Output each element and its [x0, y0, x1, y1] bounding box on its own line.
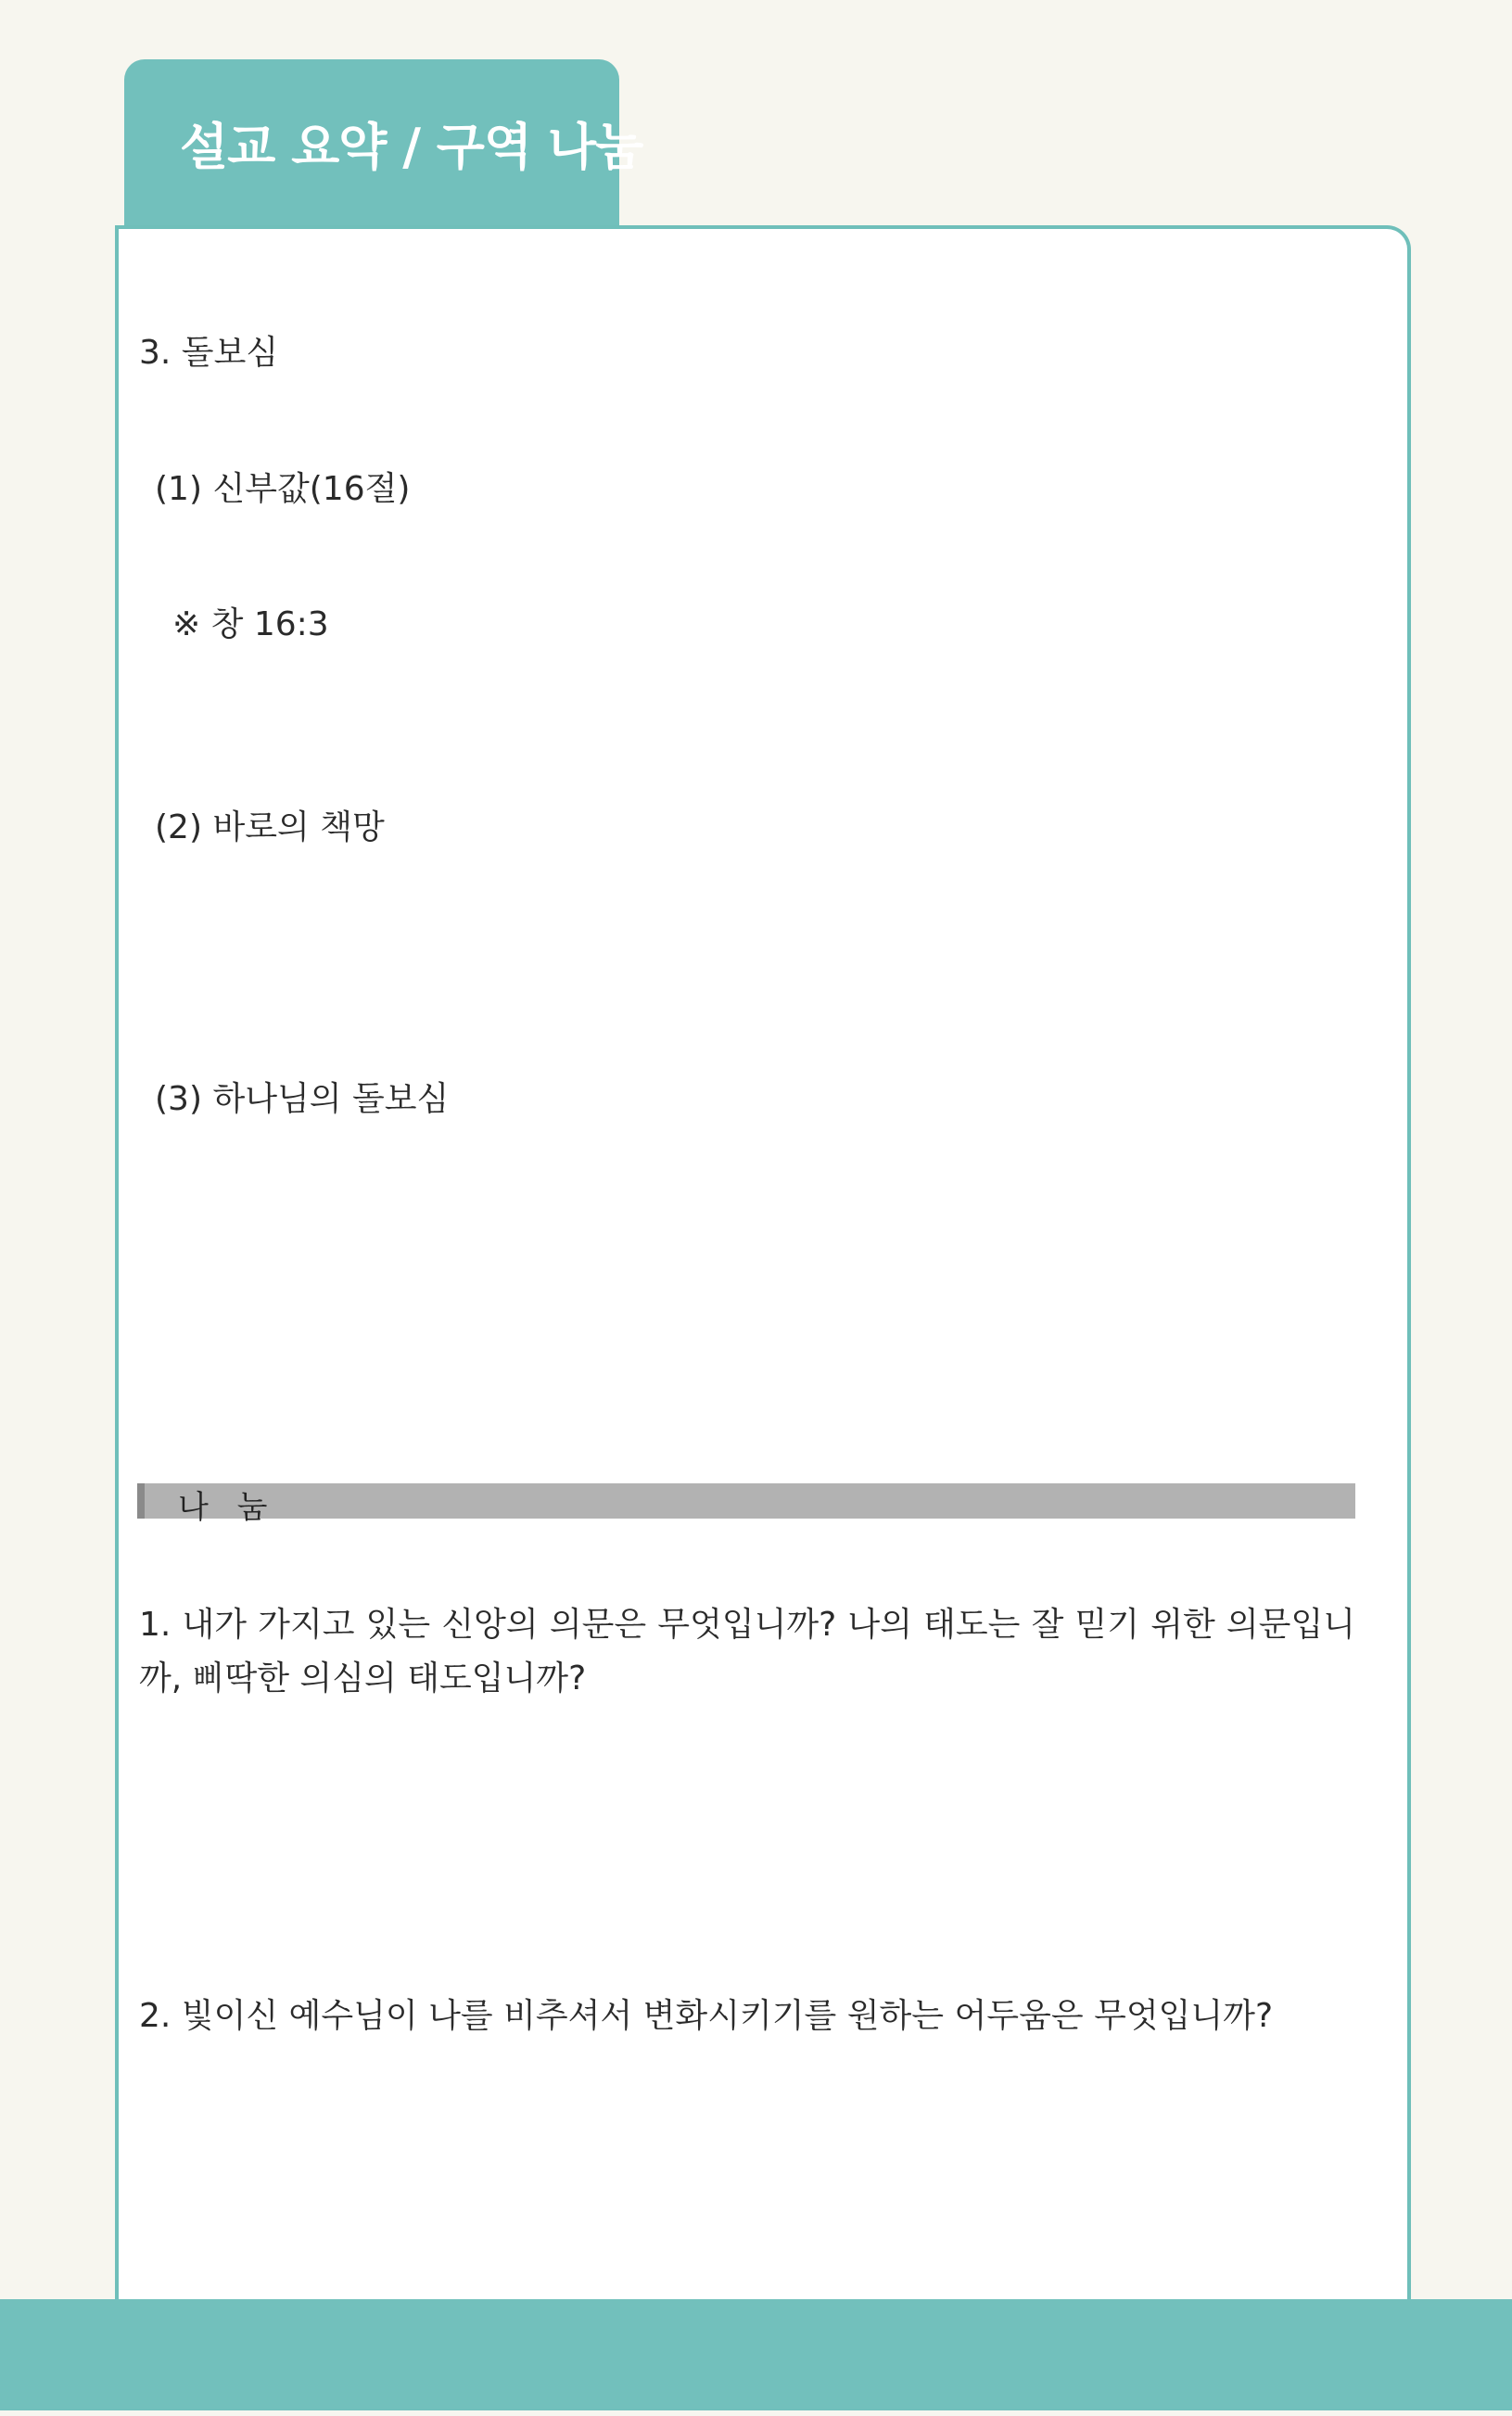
point-2: (2) 바로의 책망 — [155, 808, 385, 846]
sharing-question-1: 1. 내가 가지고 있는 신앙의 의문은 무엇입니까? 나의 태도는 잘 믿기 위한 의문입니까, 삐딱한 의심의 태도입니까? — [139, 1606, 1355, 1698]
point-1: (1) 신부값(16절) — [155, 470, 411, 508]
section-heading: 3. 돌보심 — [139, 334, 279, 372]
sharing-header-bar — [137, 1483, 1355, 1526]
sharing-question-2: 2. 빛이신 예수님이 나를 비추셔서 변화시키기를 원하는 어두움은 무엇입니까? — [139, 1997, 1274, 2035]
sharing-label: 나 눔 — [178, 1489, 277, 1526]
title-tab — [124, 59, 643, 228]
point-3: (3) 하나님의 돌보심 — [155, 1080, 450, 1118]
footer-band — [0, 2299, 1512, 2410]
point-1-note: ※ 창 16:3 — [172, 605, 329, 643]
page-title: 설교 요약 / 구역 나눔 — [180, 118, 643, 176]
